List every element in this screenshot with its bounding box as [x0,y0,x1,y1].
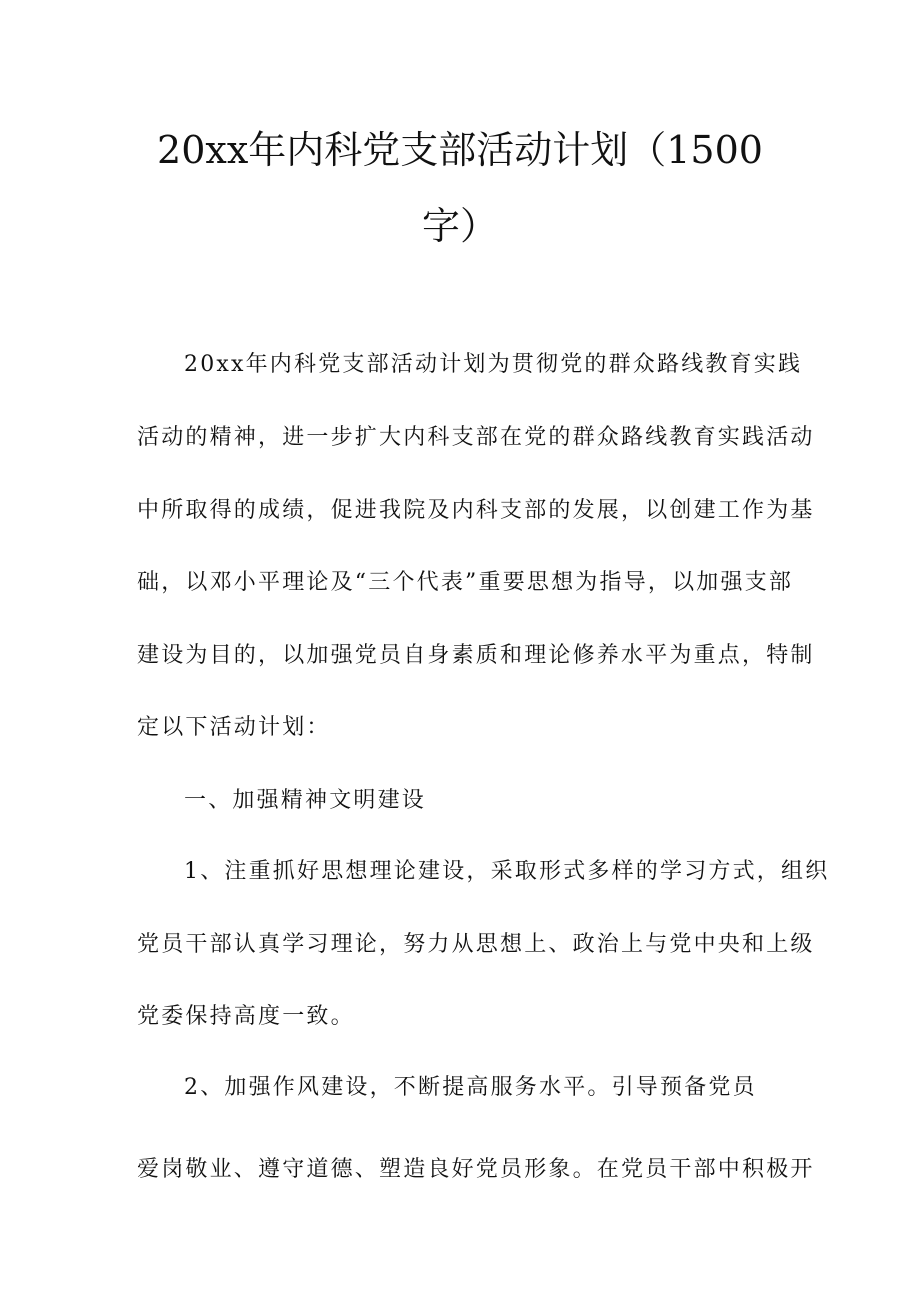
paragraph-1-line-1: 20xx年内科党支部活动计划为贯彻党的群众路线教育实践 [184,352,803,377]
paragraph-1-line-2: 活动的精神，进一步扩大内科支部在党的群众路线教育实践活动 [137,425,815,450]
paragraph-1-line-4: 础，以邓小平理论及“三个代表”重要思想为指导，以加强支部 [137,570,794,595]
title-line-2: 字） [421,204,498,248]
document-title [120,112,800,264]
paragraph-1-line-5: 建设为目的，以加强党员自身素质和理论修养水平为重点，特制 [137,643,815,668]
paragraph-1-line-3: 中所取得的成绩，促进我院及内科支部的发展，以创建工作为基 [137,498,815,523]
item-2-line-1: 2、加强作风建设，不断提高服务水平。引导预备党员 [184,1075,757,1100]
title-line-1: 20xx年内科党支部活动计划（1500 [157,128,763,172]
paragraph-1-line-6: 定以下活动计划： [137,715,331,740]
section-heading-1: 一、加强精神文明建设 [184,788,427,813]
item-1-line-2: 党员干部认真学习理论，努力从思想上、政治上与党中央和上级 [137,932,815,957]
item-1-line-1: 1、注重抓好思想理论建设，采取形式多样的学习方式，组织 [184,859,830,884]
item-1-line-3: 党委保持高度一致。 [137,1004,355,1029]
item-2-line-2: 爱岗敬业、遵守道德、塑造良好党员形象。在党员干部中积极开 [137,1157,815,1182]
